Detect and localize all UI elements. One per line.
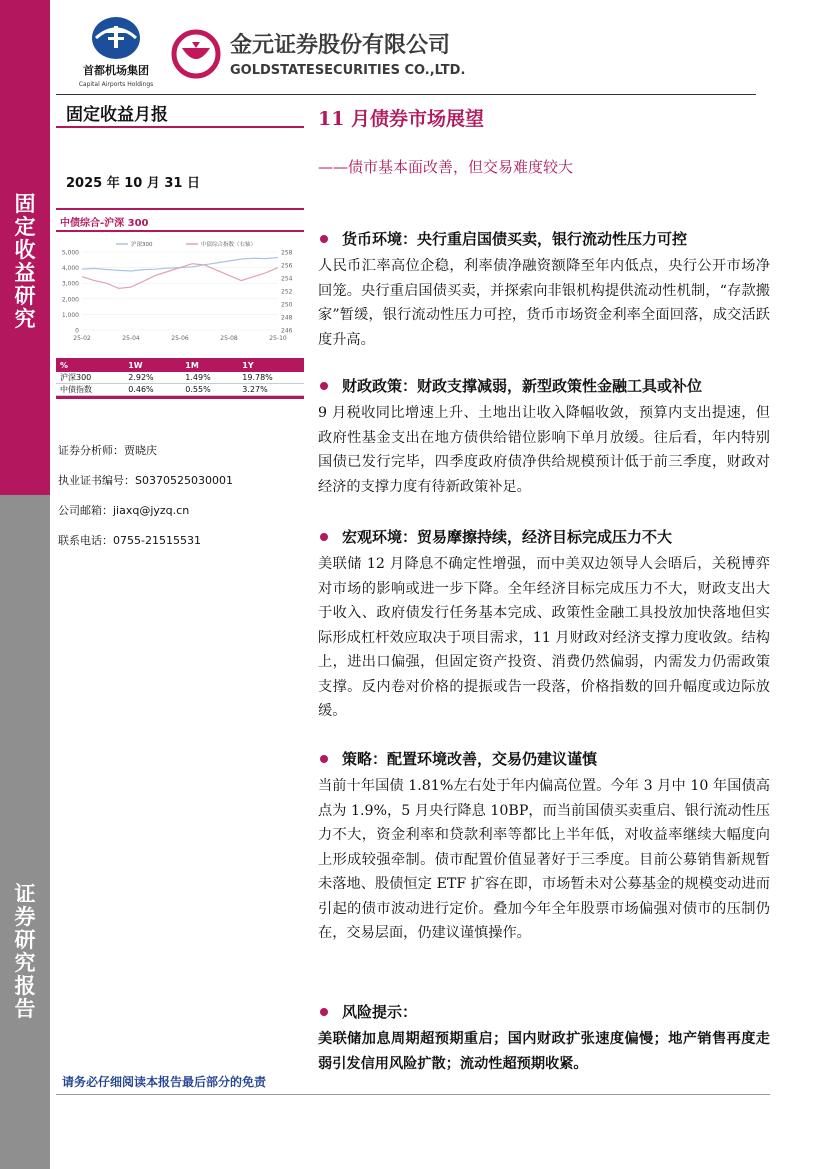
footer-disclaimer: 请务必仔细阅读本报告最后部分的免责: [62, 1075, 267, 1089]
section-risk: [318, 1000, 770, 1076]
goldstate-logo: [170, 28, 510, 80]
section-heading: [318, 1000, 770, 1025]
section-heading-text: 宏观环境：贸易摩擦持续，经济目标完成压力不大: [342, 528, 673, 546]
y-right-tick-label: 248: [281, 314, 293, 322]
section-heading: [318, 374, 770, 399]
page-title: 11 月债券市场展望: [318, 108, 485, 130]
airport-logo-label: 首都机场集团: [83, 64, 149, 77]
table-header: 1Y: [238, 358, 304, 372]
table-cell: 沪深300: [56, 372, 124, 384]
table-cell: 1.49%: [181, 372, 238, 384]
bullet-icon: [320, 1008, 328, 1016]
sidebar-char: 究: [14, 306, 36, 331]
section-heading: [318, 227, 770, 252]
legend-label: 沪深300: [131, 242, 153, 248]
section-heading: [318, 525, 770, 550]
x-tick-label: 25-08: [220, 335, 238, 342]
table-bottom-bar: [56, 396, 304, 400]
chart-title: 中债综合-沪深 300: [60, 218, 149, 229]
sidebar-char: 益: [14, 260, 36, 285]
performance-table: [56, 358, 304, 399]
section-strategy: [318, 747, 770, 946]
sidebar-char: 收: [14, 237, 36, 262]
analyst-email[interactable]: 公司邮箱：jiaxq@jyzq.cn: [58, 504, 190, 517]
sidebar-char: 券: [14, 904, 36, 929]
table-cell: 2.92%: [124, 372, 181, 384]
section-macro: [318, 525, 770, 724]
section-fiscal: [318, 374, 770, 499]
sidebar-char: 固: [14, 191, 36, 216]
table-header: 1W: [124, 358, 181, 372]
table-row: [56, 384, 304, 396]
section-heading-text: 策略：配置环境改善，交易仍建议谨慎: [342, 750, 598, 768]
table-cell: 0.55%: [181, 384, 238, 396]
sidebar-label-research-report: [0, 882, 50, 1020]
y-right-tick-label: 246: [281, 327, 293, 335]
y-right-tick-label: 250: [281, 301, 293, 309]
section-body: 美联储加息周期超预期重启；国内财政扩张速度偏慢；地产销售再度走弱引发信用风险扩散；流动性超预期收紧。: [318, 1031, 770, 1072]
sidebar-char: 研: [14, 283, 36, 308]
x-tick-label: 25-06: [171, 335, 189, 342]
section-heading-text: 风险提示：: [342, 1003, 418, 1021]
left-divider: [56, 230, 304, 232]
section-body: 当前十年国债 1.81%左右处于年内偏高位置。今年 3 月中 10 年国债高点为 1.9%，5 月央行降息 10BP，而当前国债买卖重启、银行流动性压力不大，资金利率和贷款利率等都比上半年低，对收益率继续大幅度向上形成较强牵制。债市配置价值显著好于三季度。目前公募销售新规暂未落地、股债恒定 ETF 扩容在即，市场暂未对公募基金的规模变动进而引起的债市波动进行定价。叠加今年全年股票市场偏强对债市的压制仍在，交易层面，仍建议谨慎操作。: [318, 778, 770, 941]
y-right-tick-label: 256: [281, 262, 293, 270]
y-left-tick-label: 3,000: [61, 280, 79, 288]
index-line-chart: [56, 238, 306, 350]
section-body: 9 月税收同比增速上升、土地出让收入降幅收敛，预算内支出提速，但政府性基金支出在地方债供给错位影响下单月放缓。往后看，年内特别国债已发行完毕，四季度政府债净供给规模预计低于前三季度，财政对经济的支撑力度有待新政策补足。: [318, 405, 770, 495]
left-divider: [56, 126, 304, 128]
x-tick-label: 25-04: [122, 335, 140, 342]
section-body: 美联储 12 月降息不确定性增强，而中美双边领导人会晤后，关税博弈对市场的影响或进一步下降。全年经济目标完成压力不大，财政支出大于收入、政府债发行任务基本完成、政策性金融工具投放加快落地但实际形成杠杆效应取决于项目需求，11 月财政对经济支撑力度收敛。结构上，进出口偏强，但固定资产投资、消费仍然偏弱，内需发力仍需政策支撑。反内卷对价格的提振或告一段落，价格指数的回升幅度或边际放缓。: [318, 556, 770, 719]
bullet-icon: [320, 533, 328, 541]
bullet-icon: [320, 235, 328, 243]
table-header: 1M: [181, 358, 238, 372]
report-date: 2025 年 10 月 31 日: [66, 176, 200, 191]
y-left-tick-label: 0: [75, 327, 79, 335]
section-body: 人民币汇率高位企稳，利率债净融资额降至年内低点，央行公开市场净回笼。央行重启国债买卖，并探索向非银机构提供流动性机制，“存款搬家”暂缓，银行流动性压力可控，货币市场资金利率全面回落，成交活跃度升高。: [318, 258, 770, 348]
y-left-tick-label: 2,000: [61, 296, 79, 304]
left-divider: [56, 208, 304, 210]
footer-divider: [56, 1094, 770, 1095]
sidebar-char: 研: [14, 927, 36, 952]
table-row: [56, 372, 304, 384]
sidebar-char: 证: [14, 881, 36, 906]
section-heading: [318, 747, 770, 772]
page-subtitle: ——债市基本面改善，但交易难度较大: [318, 158, 574, 176]
y-right-tick-label: 258: [281, 249, 293, 257]
table-cell: 0.46%: [124, 384, 181, 396]
legend-label: 中债综合指数（右轴）: [201, 242, 257, 248]
company-name-en: GOLDSTATESECURITIES CO.,LTD.: [230, 63, 466, 78]
report-type: 固定收益月报: [66, 105, 168, 125]
table-cell: 3.27%: [238, 384, 304, 396]
series-line: [82, 258, 278, 272]
table-header: %: [56, 358, 124, 372]
sidebar-bottom-band: [0, 495, 50, 1169]
sidebar-char: 定: [14, 214, 36, 239]
section-heading-text: 财政政策：财政支撑减弱，新型政策性金融工具或补位: [342, 377, 703, 395]
sidebar-char: 告: [14, 996, 36, 1021]
section-heading-text: 货币环境：央行重启国债买卖，银行流动性压力可控: [342, 230, 688, 248]
sidebar-char: 报: [14, 973, 36, 998]
table-cell: 19.78%: [238, 372, 304, 384]
y-right-tick-label: 254: [281, 275, 293, 283]
capital-airports-logo: [62, 8, 170, 92]
analyst-name: 证券分析师：贾晓庆: [58, 444, 157, 457]
section-monetary: [318, 227, 770, 352]
y-left-tick-label: 5,000: [61, 249, 79, 257]
bullet-icon: [320, 382, 328, 390]
y-left-tick-label: 4,000: [61, 265, 79, 273]
x-tick-label: 25-02: [73, 335, 91, 342]
airport-logo-sub: Capital Airports Holdings: [78, 81, 154, 88]
x-tick-label: 25-10: [269, 335, 287, 342]
header-divider: [56, 94, 756, 95]
y-left-tick-label: 1,000: [61, 311, 79, 319]
analyst-phone: 联系电话：0755-21515531: [58, 534, 201, 547]
certificate-number: 执业证书编号：S0370525030001: [58, 474, 233, 487]
company-name-cn: 金元证券股份有限公司: [230, 33, 451, 58]
table-cell: 中债指数: [56, 384, 124, 396]
bullet-icon: [320, 755, 328, 763]
y-right-tick-label: 252: [281, 288, 293, 296]
sidebar-char: 究: [14, 950, 36, 975]
sidebar-label-fixed-income: [0, 192, 50, 330]
